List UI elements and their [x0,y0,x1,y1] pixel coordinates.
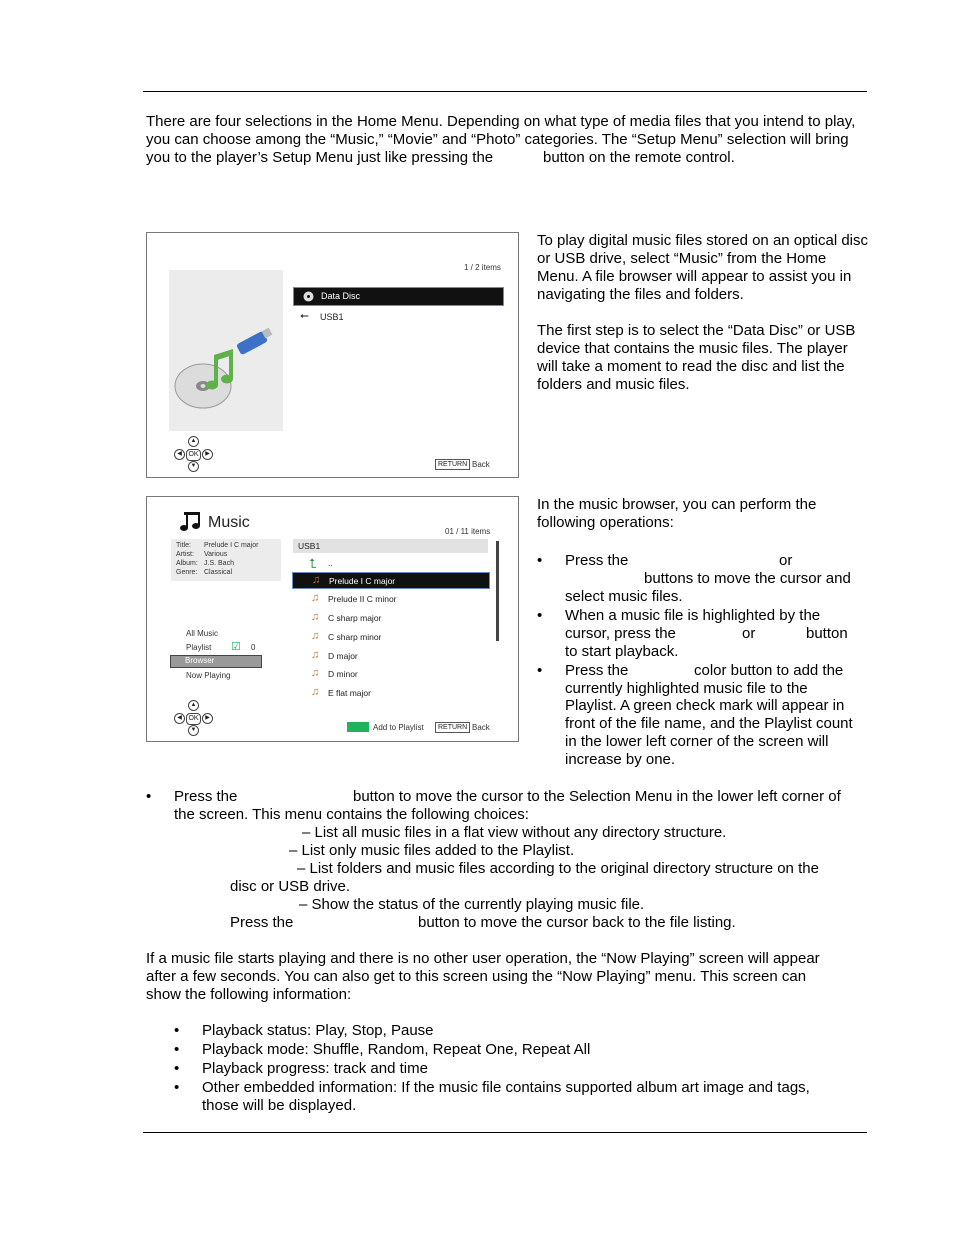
left-arrow-icon: ◀ [174,449,185,460]
file-label: E flat major [328,688,371,698]
mb-line-4: – List only music files added to the Playlist. [289,842,575,859]
screen2-title: Music [208,514,250,531]
mb-line-2: the screen. This menu contains the following choices: [174,806,529,823]
track-info-panel [171,539,281,581]
file-item[interactable] [292,592,488,607]
np-bullet-4: Other embedded information: If the music file contains supported album art image and tags, [202,1079,810,1096]
side2-intro-2: following operations: [537,514,674,531]
music-file-icon: ♫ [311,667,320,679]
side1-line-7: will take a moment to read the disc and list the [537,358,845,375]
file-label: D major [328,651,358,661]
mb-line-8a: Press the [230,914,294,931]
file-label: C sharp major [328,613,382,623]
b1-text-3: buttons to move the cursor and [644,570,851,587]
usb1-label: USB1 [320,312,344,322]
side1-line-2: or USB drive, select “Music” from the Home [537,250,827,267]
menu-playlist[interactable]: Playlist [186,643,212,652]
add-to-playlist-label: Add to Playlist [373,723,424,732]
music-file-icon: ♫ [311,649,320,661]
side1-line-6: device that contains the music files. The player [537,340,848,357]
np-line-3: show the following information: [146,986,352,1003]
dpad [174,436,214,472]
screen1-item-count: 1 / 2 items [464,263,501,272]
b3-text-4: Playlist. A green check mark will appear in [565,697,845,714]
b2-text-5: to start playback. [565,643,679,660]
file-item[interactable] [292,686,488,701]
np-line-2: after a few seconds. You can also get to this screen using the “Now Playing” menu. This screen can [146,968,807,985]
file-item[interactable] [292,667,488,682]
data-disc-item[interactable] [293,287,504,306]
up-arrow-icon: ▲ [188,436,199,447]
parent-folder-item[interactable]: .. [328,558,333,568]
return-key-icon: RETURN [435,722,470,733]
footer-rule [143,1132,867,1133]
b3-text-2: color button to add the [694,662,844,679]
back-label: Back [472,460,490,469]
bullet-dot: • [146,788,152,805]
music-file-icon: ♫ [312,574,321,586]
b3-text-3: currently highlighted music file to the [565,680,808,697]
info-val-artist: Various [204,551,228,558]
mb-line-3: – List all music files in a flat view without any directory structure. [302,824,727,841]
ok-button-icon: OK [186,449,201,461]
music-file-icon: ♫ [311,611,320,623]
bullet-dot: • [537,662,543,679]
side1-line-4: navigating the files and folders. [537,286,744,303]
b3-text-7: increase by one. [565,751,676,768]
path-bar [293,539,488,553]
mb-line-6: disc or USB drive. [230,878,351,895]
file-label: Prelude I C major [329,576,396,586]
music-file-icon: ♫ [311,630,320,642]
ok-button-icon: OK [186,713,201,725]
left-arrow-icon: ◀ [174,713,185,724]
header-rule [143,91,867,92]
mb-line-8b: button to move the cursor back to the file listing. [418,914,736,931]
music-file-icon: ♫ [311,686,320,698]
info-key-artist: Artist: [176,551,194,558]
np-bullet-1: Playback status: Play, Stop, Pause [202,1022,434,1039]
b3-text-5: front of the file name, and the Playlist count [565,715,853,732]
back-label: Back [472,723,490,732]
bullet-dot: • [537,552,543,569]
np-bullet-3: Playback progress: track and time [202,1060,428,1077]
np-line-1: If a music file starts playing and there is no other user operation, the “Now Playing” screen will appear [146,950,820,967]
np-bullet-2: Playback mode: Shuffle, Random, Repeat One, Repeat All [202,1041,591,1058]
file-item[interactable] [292,630,488,645]
b1-text-1: Press the [565,552,629,569]
usb-icon: ⭠ [300,310,309,322]
info-key-album: Album: [176,560,198,567]
dpad [174,700,214,736]
bullet-dot: • [537,607,543,624]
side1-line-3: Menu. A file browser will appear to assist you in [537,268,852,285]
info-val-album: J.S. Bach [204,560,234,567]
disc-icon [303,291,314,302]
scrollbar[interactable] [496,541,499,641]
file-item[interactable] [292,611,488,626]
data-disc-label: Data Disc [321,291,361,301]
bullet-dot: • [174,1041,180,1058]
file-label: Prelude II C minor [328,594,397,604]
up-arrow-icon: ▲ [188,700,199,711]
playlist-check-icon: ☑ [231,641,241,653]
mb-line-1b: button to move the cursor to the Selection Menu in the lower left corner of [353,788,841,805]
down-arrow-icon: ▼ [188,461,199,472]
b2-text-1: When a music file is highlighted by the [565,607,821,624]
menu-browser-label: Browser [185,656,215,665]
side2-intro-1: In the music browser, you can perform the [537,496,817,513]
bullet-dot: • [174,1022,180,1039]
file-label: C sharp minor [328,632,382,642]
file-item[interactable] [292,649,488,664]
file-label: D minor [328,669,358,679]
intro-line-3: you to the player’s Setup Menu just like pressing the [146,149,494,166]
intro-line-4: button on the remote control. [543,149,735,166]
mb-line-7: – Show the status of the currently playing music file. [299,896,645,913]
mb-line-1a: Press the [174,788,238,805]
b3-text-6: in the lower left corner of the screen will [565,733,829,750]
green-button-icon [347,722,369,732]
info-val-title: Prelude I C major [204,542,259,549]
menu-browser[interactable] [170,655,262,668]
b2-text-2: cursor, press the [565,625,676,642]
music-note-icon [179,511,203,533]
side1-line-5: The first step is to select the “Data Disc” or USB [537,322,856,339]
usb1-item[interactable] [293,310,502,325]
playlist-count: 0 [251,643,256,652]
intro-line-1: There are four selections in the Home Menu. Depending on what type of media files that you intend to play, [146,113,856,130]
screen2-item-count: 01 / 11 items [445,527,491,536]
info-key-genre: Genre: [176,569,198,576]
bullet-dot: • [174,1060,180,1077]
menu-now-playing[interactable]: Now Playing [186,671,231,680]
menu-all-music[interactable]: All Music [186,629,219,638]
info-val-genre: Classical [204,569,233,576]
music-file-icon: ♫ [311,592,320,604]
right-arrow-icon: ▶ [202,713,213,724]
side1-line-8: folders and music files. [537,376,690,393]
music-home-screen [146,232,519,478]
b2-text-4: button [806,625,848,642]
return-key-icon: RETURN [435,459,470,470]
file-item-selected[interactable] [292,572,490,589]
b1-text-4: select music files. [565,588,683,605]
down-arrow-icon: ▼ [188,725,199,736]
intro-line-2: you can choose among the “Music,” “Movie” and “Photo” categories. The “Setup Menu” selection will bring [146,131,849,148]
b3-text-1: Press the [565,662,629,679]
bullet-dot: • [174,1079,180,1096]
b1-text-2: or [779,552,793,569]
mb-line-5: – List folders and music files according to the original directory structure on the [297,860,819,877]
b2-text-3: or [742,625,756,642]
right-arrow-icon: ▶ [202,449,213,460]
folder-up-icon: ⮤ [309,556,317,571]
path-label: USB1 [298,541,321,551]
side1-line-1: To play digital music files stored on an optical disc [537,232,868,249]
music-browser-screen [146,496,519,742]
info-key-title: Title: [176,542,191,549]
disc-music-art-icon [169,245,283,431]
np-bullet-4-cont: those will be displayed. [202,1097,357,1114]
